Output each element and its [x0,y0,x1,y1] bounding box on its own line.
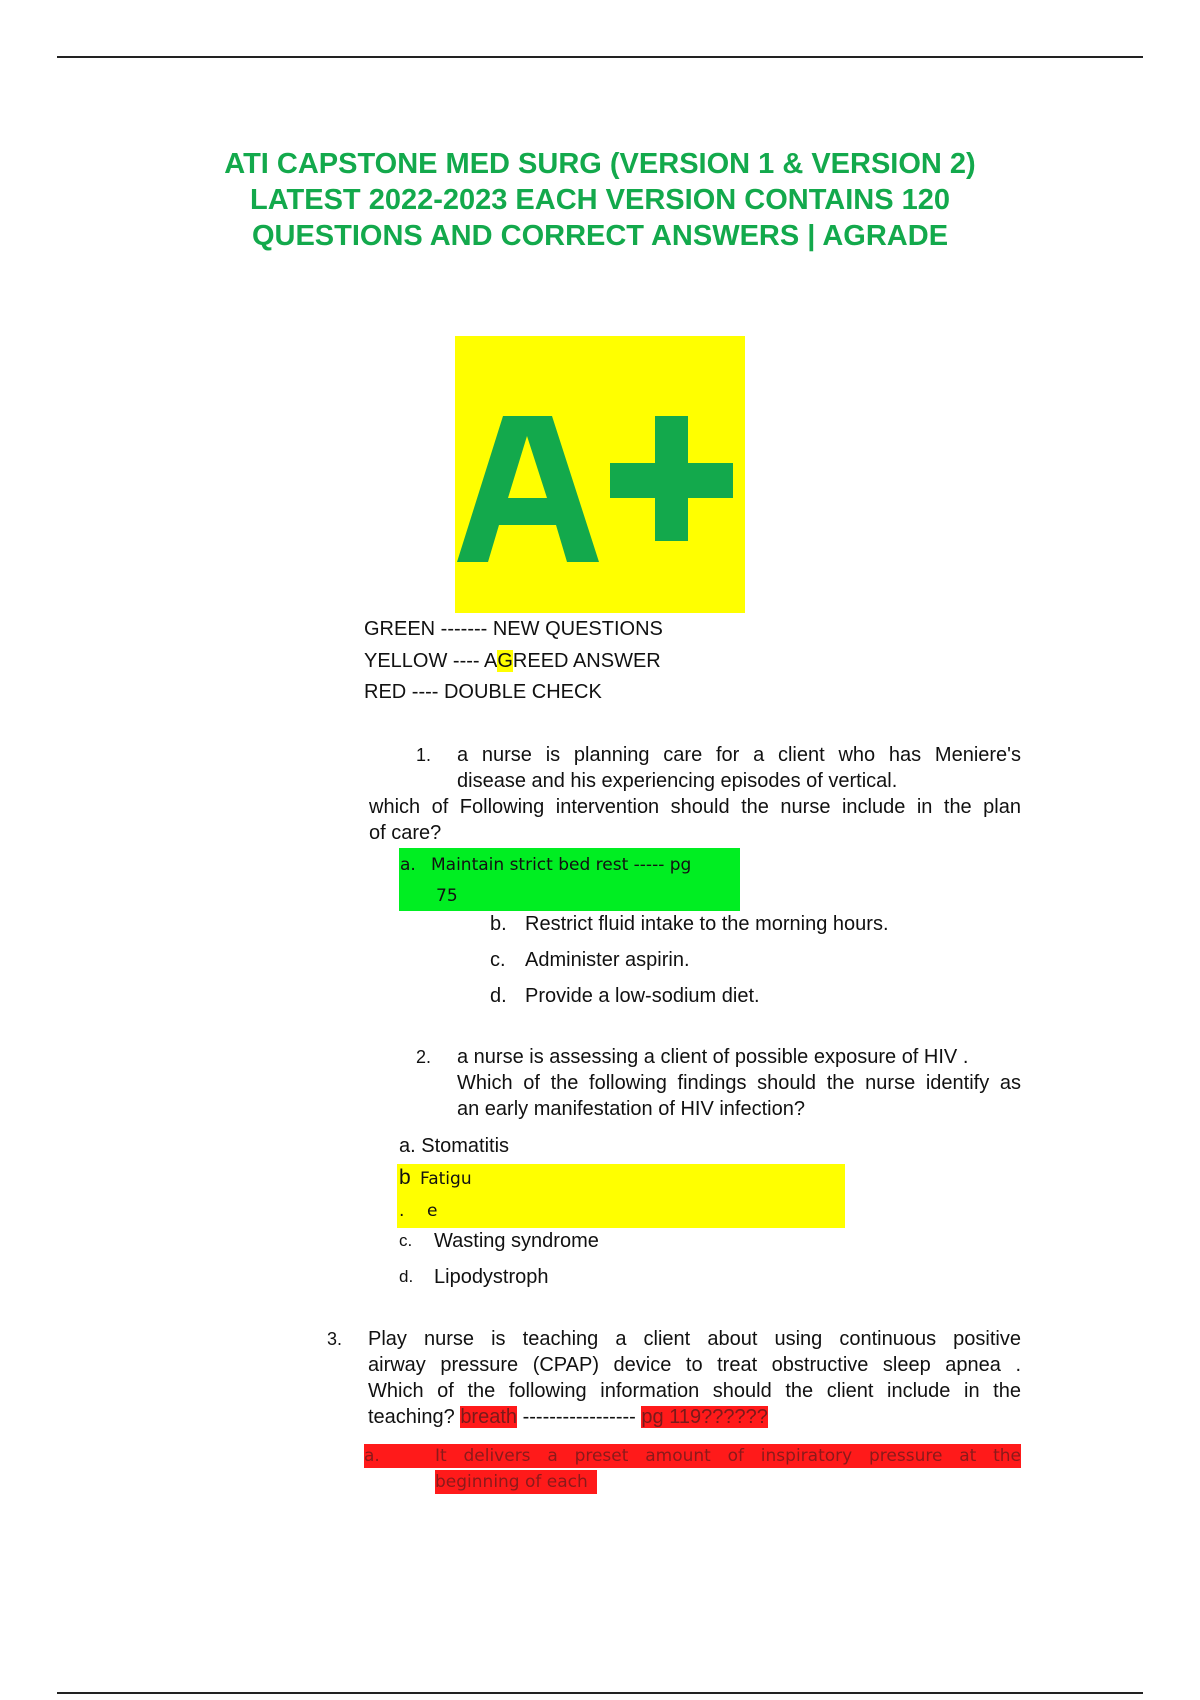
q2-b-text-2: e [427,1201,438,1221]
q1-a-text-2: 75 [436,886,458,906]
q2-line-3: an early manifestation of HIV infection? [457,1098,805,1120]
a-plus-logo [455,336,745,613]
q2-d-letter: d. [399,1267,414,1286]
q1-line-1: a nurse is planning care for a client who has Meniere's [457,744,1021,766]
plus-vertical [655,416,688,541]
top-rule [57,56,1143,58]
legend-red: RED ---- DOUBLE CHECK [364,681,602,703]
q3-line-3: Which of the following information should the client include in the [368,1380,1021,1402]
q2-b-text-1: Fatigu [420,1169,472,1189]
legend-yellow-post: REED ANSWER [512,650,661,672]
letter-a-shape [457,416,599,562]
q1-line-3: which of Following intervention should the nurse include in the plan [369,796,1021,818]
q2-number: 2. [416,1047,432,1067]
q1-d-letter: d. [490,985,507,1007]
q2-line-1: a nurse is assessing a client of possible exposure of HIV . [457,1046,969,1068]
q1-b-letter: b. [490,913,507,935]
q3-highlight-breath: breath [460,1406,518,1428]
q1-number: 1. [416,745,432,765]
a-plus-graphic [455,336,745,613]
q3-line-4-pre: teaching? [368,1406,455,1428]
q3-a-text-1: It delivers a preset amount of inspiratory pressure at the [435,1446,1021,1466]
q1-b-text: Restrict fluid intake to the morning hours. [525,913,889,935]
q1-a-letter: a. [400,855,416,875]
title-line-2: LATEST 2022-2023 EACH VERSION CONTAINS 120 [250,184,950,216]
legend-yellow-pre: YELLOW ---- A [364,650,498,672]
q2-b-letter: b [399,1166,411,1189]
q1-c-letter: c. [490,949,506,971]
q1-a-text-1: Maintain strict bed rest ----- pg [431,855,692,875]
title-line-3: QUESTIONS AND CORRECT ANSWERS | AGRADE [251,220,949,252]
q3-a-text-2: beginning of each [435,1472,588,1492]
legend-green: GREEN ------- NEW QUESTIONS [364,618,663,640]
q3-line-2: airway pressure (CPAP) device to treat obstructive sleep apnea . [368,1354,1021,1376]
q2-c-letter: c. [399,1231,413,1250]
q3-number: 3. [327,1329,343,1349]
q1-c-text: Administer aspirin. [525,949,690,971]
q3-line-4-dashes: ----------------- [522,1406,636,1428]
q2-c-text: Wasting syndrome [434,1230,599,1252]
q3-line-1: Play nurse is teaching a client about using continuous positive [368,1328,1021,1350]
q3-highlight-page: pg 119?????? [641,1406,768,1428]
q1-d-text: Provide a low-sodium diet. [525,985,760,1007]
q3-a-letter: a. [364,1446,380,1466]
legend-yellow [364,648,661,674]
q3-line-4 [368,1404,768,1430]
q2-a-text: a. Stomatitis [399,1135,510,1157]
q1-line-2: disease and his experiencing episodes of vertical. [457,770,898,792]
legend-yellow-highlight: G [497,650,513,672]
document-title [100,146,1100,254]
q2-d-text: Lipodystroph [434,1266,549,1288]
q2-b-dot: . [399,1201,405,1221]
q2-line-2: Which of the following findings should the nurse identify as [457,1072,1021,1094]
bottom-rule [57,1692,1143,1694]
title-line-1: ATI CAPSTONE MED SURG (VERSION 1 & VERSION 2) [224,148,976,180]
q1-line-4: of care? [369,822,442,844]
